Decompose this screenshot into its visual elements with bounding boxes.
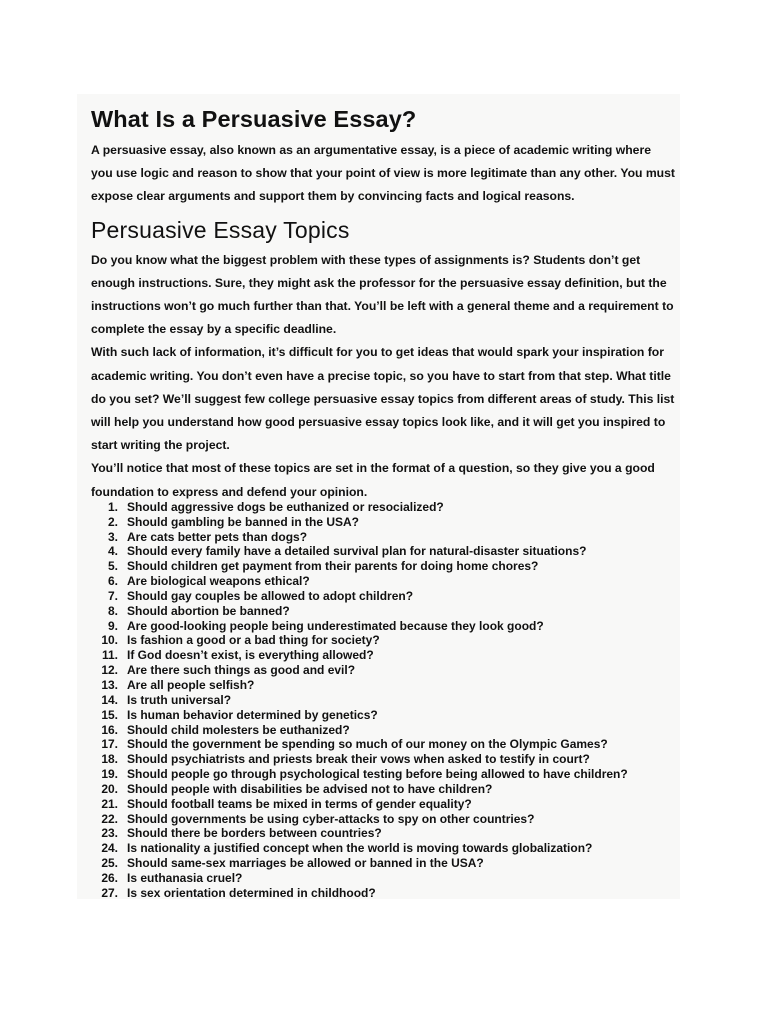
list-item-text: Should psychiatrists and priests break their vows when asked to testify in court? <box>127 752 590 767</box>
list-item <box>91 663 676 678</box>
list-item-text: Is human behavior determined by genetics? <box>127 707 378 722</box>
list-item <box>91 589 676 604</box>
list-item-text: Should governments be using cyber-attacks to spy on other countries? <box>127 811 535 826</box>
list-item <box>91 737 676 752</box>
list-item <box>91 604 676 619</box>
list-item <box>91 826 676 841</box>
list-item-text: Should every family have a detailed survival plan for natural-disaster situations? <box>127 544 587 559</box>
list-item-text: Should there be borders between countries? <box>127 826 382 841</box>
list-item-number: 13. <box>101 677 118 692</box>
list-item-text: Should gay couples be allowed to adopt children? <box>127 588 414 603</box>
list-item <box>91 797 676 812</box>
list-item-number: 11. <box>101 648 118 663</box>
list-item <box>91 619 676 634</box>
list-item-text: Should the government be spending so much of our money on the Olympic Games? <box>127 737 608 752</box>
topics-list <box>91 500 676 901</box>
list-item-text: Is nationality a justified concept when the world is moving towards globalization? <box>127 841 593 856</box>
list-item <box>91 767 676 782</box>
list-item-text: Is fashion a good or a bad thing for society? <box>127 633 380 648</box>
list-item-number: 25. <box>101 856 118 871</box>
list-item <box>91 559 676 574</box>
list-item-number: 3. <box>107 529 118 544</box>
list-item-number: 16. <box>101 722 118 737</box>
list-item-text: Are biological weapons ethical? <box>127 574 310 589</box>
list-item-number: 22. <box>101 811 118 826</box>
list-item <box>91 648 676 663</box>
list-item-number: 12. <box>101 663 118 678</box>
list-item-text: Should gambling be banned in the USA? <box>127 514 359 529</box>
list-item-number: 20. <box>101 781 118 796</box>
list-item-number: 23. <box>101 826 118 841</box>
document-page <box>77 94 680 899</box>
list-item-text: Is sex orientation determined in childhood? <box>127 885 376 900</box>
body-paragraph: You’ll notice that most of these topics are set in the format of a question, so they give you a good foundation to express and defend your opinion. <box>91 461 655 499</box>
list-item-number: 1. <box>107 499 118 514</box>
list-item <box>91 723 676 738</box>
list-item-number: 19. <box>101 767 118 782</box>
list-item <box>91 782 676 797</box>
list-item-text: Should child molesters be euthanized? <box>127 722 350 737</box>
list-item-number: 15. <box>101 707 118 722</box>
list-item-number: 21. <box>101 796 118 811</box>
list-item-number: 9. <box>107 618 118 633</box>
list-item-number: 27. <box>101 885 118 900</box>
list-item <box>91 871 676 886</box>
list-item-text: Should people with disabilities be advised not to have children? <box>127 781 493 796</box>
list-item-text: Are all people selfish? <box>127 677 255 692</box>
list-item-number: 14. <box>101 692 118 707</box>
list-item <box>91 752 676 767</box>
list-item-text: Should football teams be mixed in terms of gender equality? <box>127 796 472 811</box>
intro-paragraph: A persuasive essay, also known as an argumentative essay, is a piece of academic writing where you use logic and reason to show that your point of view is more legitimate than any other. You must expose clear arguments and support them by convincing facts and logical reasons. <box>91 143 675 204</box>
list-item <box>91 841 676 856</box>
list-item-text: Should people go through psychological testing before being allowed to have children? <box>127 767 628 782</box>
list-item <box>91 812 676 827</box>
list-item-number: 18. <box>101 752 118 767</box>
list-item <box>91 633 676 648</box>
list-item-number: 7. <box>107 588 118 603</box>
list-item <box>91 500 676 515</box>
list-item-number: 24. <box>101 841 118 856</box>
document-content <box>91 94 676 901</box>
list-item-number: 5. <box>107 559 118 574</box>
list-item-text: Is truth universal? <box>127 692 232 707</box>
list-item <box>91 515 676 530</box>
list-item-text: Are good-looking people being underestimated because they look good? <box>127 618 544 633</box>
list-item-text: Should children get payment from their parents for doing home chores? <box>127 559 539 574</box>
list-item-number: 10. <box>101 633 118 648</box>
list-item-text: Is euthanasia cruel? <box>127 870 243 885</box>
list-item-text: Should abortion be banned? <box>127 603 290 618</box>
list-item-text: Should aggressive dogs be euthanized or resocialized? <box>127 499 444 514</box>
list-item-number: 17. <box>101 737 118 752</box>
list-item-number: 8. <box>107 603 118 618</box>
list-item <box>91 574 676 589</box>
list-item <box>91 708 676 723</box>
list-item-number: 6. <box>107 574 118 589</box>
page-title: What Is a Persuasive Essay? <box>91 106 417 132</box>
list-item <box>91 693 676 708</box>
list-item <box>91 886 676 901</box>
list-item-text: Are there such things as good and evil? <box>127 663 356 678</box>
list-item <box>91 530 676 545</box>
list-item-text: Should same-sex marriages be allowed or banned in the USA? <box>127 856 484 871</box>
list-item-text: If God doesn’t exist, is everything allowed? <box>127 648 374 663</box>
list-item-number: 4. <box>107 544 118 559</box>
list-item <box>91 544 676 559</box>
body-paragraph: With such lack of information, it’s difficult for you to get ideas that would spark your inspiration for academic writing. You don’t even have a precise topic, so you have to start from that step. What title do you set? We’ll suggest few college persuasive essay topics from different areas of study. This list will help you understand how good persuasive essay topics look like, and it will get you inspired to start writing the project. <box>91 345 675 453</box>
list-item-number: 26. <box>101 870 118 885</box>
list-item <box>91 678 676 693</box>
list-item-number: 2. <box>107 514 118 529</box>
list-item <box>91 856 676 871</box>
section-heading: Persuasive Essay Topics <box>91 216 350 243</box>
list-item-text: Are cats better pets than dogs? <box>127 529 308 544</box>
body-paragraph: Do you know what the biggest problem with these types of assignments is? Students don’t get enough instructions. Sure, they might ask the professor for the persuasive essay definition, but the instructions won’t go much further than that. You’ll be left with a general theme and a requirement to complete the essay by a specific deadline. <box>91 252 674 337</box>
